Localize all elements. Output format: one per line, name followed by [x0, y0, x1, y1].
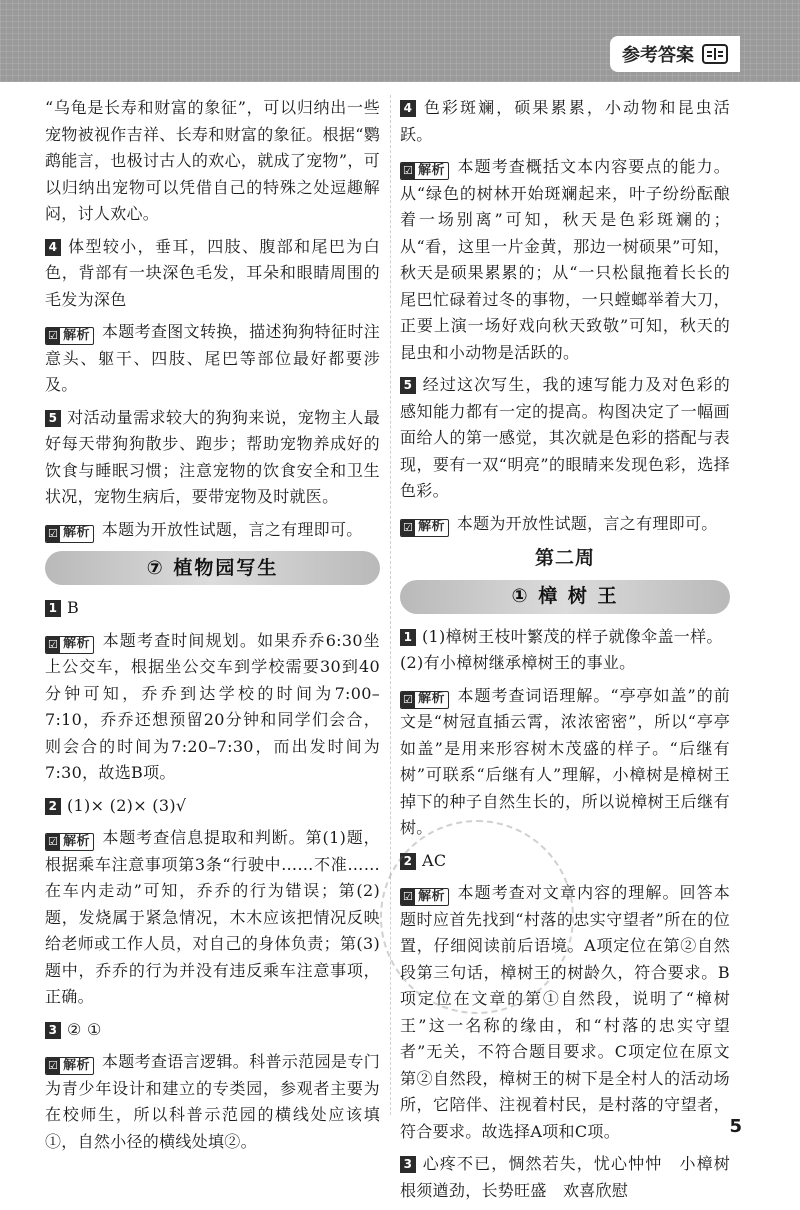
analysis-text: 本题考查语言逻辑。科普示范园是专门为青少年设计和建立的专类园，参观者主要为在校师生，所以科普示范园的横线处应该填①，自然小径的横线处填②。 — [45, 1052, 380, 1151]
analysis-badge — [400, 162, 449, 180]
analysis-icon: ☑ — [48, 329, 59, 342]
question-number: 5 — [400, 377, 416, 394]
right-column — [400, 95, 730, 1210]
answer-text: 心疼不已，惆然若失，忧心忡忡 小樟树根须遒劲，长势旺盛 欢喜欣慰 — [400, 1154, 730, 1200]
answer-item — [45, 1017, 380, 1044]
week-title: 第二周 — [534, 547, 595, 569]
analysis-badge — [45, 636, 94, 654]
answer-item — [45, 405, 380, 511]
question-number: 5 — [45, 410, 61, 427]
analysis-badge — [45, 833, 94, 851]
answer-text: B — [67, 598, 80, 617]
analysis-text: 本题为开放性试题，言之有理即可。 — [101, 519, 363, 539]
analysis-label: 解析 — [63, 833, 90, 849]
analysis-item — [45, 628, 380, 787]
book-icon — [702, 44, 728, 64]
answer-text: (1)樟树王枝叶繁茂的样子就像伞盖一样。 — [422, 626, 723, 646]
question-number: 4 — [400, 100, 416, 117]
answer-item — [45, 793, 380, 820]
answer-item — [400, 95, 730, 148]
answer-text: (2)有小樟树继承樟树王的事业。 — [400, 653, 636, 672]
analysis-label: 解析 — [418, 691, 445, 707]
answer-text: 色彩斑斓，硕果累累，小动物和昆虫活跃。 — [400, 98, 730, 144]
question-number: 2 — [45, 798, 61, 815]
analysis-label: 解析 — [63, 1057, 90, 1073]
analysis-item — [45, 825, 380, 1011]
analysis-icon: ☑ — [48, 1059, 59, 1072]
answer-item — [400, 624, 730, 651]
analysis-text: 本题考查词语理解。“亭亭如盖”的前文是“树冠直插云霄，浓浓密密”，所以“亭亭如盖”是用来形容树木茂盛的样子。“后继有树”可联系“后继有人”理解，小樟树是樟树王掉下的种子自然生长的，所以说樟树王后继有树。 — [400, 685, 730, 837]
question-number: 4 — [45, 239, 61, 256]
column-divider — [390, 95, 391, 1115]
analysis-icon: ☑ — [403, 890, 414, 903]
section-title: ⑦ 植物园写生 — [45, 551, 380, 585]
section-title: ① 樟 树 王 — [400, 580, 730, 614]
analysis-badge — [400, 691, 449, 709]
analysis-label: 解析 — [418, 162, 445, 178]
analysis-label: 解析 — [63, 636, 90, 652]
analysis-badge — [400, 888, 449, 906]
analysis-icon: ☑ — [403, 520, 414, 534]
answer-text: 对活动量需求较大的狗狗来说，宠物主人最好每天带狗狗散步、跑步；帮助宠物养成好的饮食与睡眠习惯；注意宠物的饮食安全和卫生状况，宠物生病后，要带宠物及时就医。 — [45, 407, 380, 506]
analysis-text: 本题为开放性试题，言之有理即可。 — [456, 513, 718, 533]
question-number: 3 — [45, 1022, 61, 1039]
answer-tab — [610, 36, 740, 72]
answer-item — [400, 848, 730, 875]
question-number: 1 — [400, 629, 416, 646]
answer-text: (1)× (2)× (3)√ — [67, 795, 187, 815]
answer-item — [45, 234, 380, 314]
analysis-icon: ☑ — [403, 164, 414, 177]
answer-item — [400, 1151, 730, 1204]
answer-tab-label: 参考答案 — [622, 45, 694, 66]
answer-text: AC — [422, 850, 447, 870]
analysis-item — [400, 683, 730, 842]
analysis-badge — [45, 327, 94, 345]
analysis-text: 本题考查概括文本内容要点的能力。从“绿色的树林开始斑斓起来，叶子纷纷酝酿着一场别离”可知，秋天是色彩斑斓的；从“看，这里一片金黄，那边一树硕果”可知，秋天是硕果累累的；从“一只松鼠拖着长长的尾巴忙碌着过冬的事物，一只螳螂举着大刀，正要上演一场好戏向秋天致敬”可知，秋天的昆虫和小动物是活跃的。 — [400, 157, 730, 362]
analysis-item — [400, 154, 730, 366]
answer-text: 体型较小，垂耳，四肢、腹部和尾巴为白色，背部有一块深色毛发，耳朵和眼睛周围的毛发为深色 — [45, 236, 380, 309]
question-number: 2 — [400, 853, 416, 870]
analysis-item — [45, 319, 380, 399]
question-number: 1 — [45, 600, 61, 617]
analysis-text: 本题考查图文转换，描述狗狗特征时注意头、躯干、四肢、尾巴等部位最好都要涉及。 — [45, 322, 380, 394]
answer-text: ② ① — [67, 1019, 102, 1039]
analysis-label: 解析 — [63, 525, 90, 541]
analysis-item — [400, 880, 730, 1145]
analysis-text: 本题考查时间规划。如果乔乔6:30坐上公交车，根据坐公交车到学校需要30到40分钟可知，乔乔到达学校的时间为7:00–7:10，乔乔还想预留20分钟和同学们会合，则会合的时间为7:20–7:30，而出发时间为7:30，故选B项。 — [45, 630, 380, 782]
analysis-text: 本题考查对文章内容的理解。回答本题时应首先找到“村落的忠实守望者”所在的位置，仔细阅读前后语境。A项定位在第②自然段第三句话，樟树王的树龄久，符合要求。B项定位在文章的第①自然段，说明了“樟树王”这一名称的缘由，和“村落的忠实守望者”无关，不符合题目要求。C项定位在原文第②自然段，樟树王的树下是全村人的活动场所，它陪伴、注视着村民，是村落的守望者，符合要求。故选择A项和C项。 — [400, 883, 730, 1141]
answer-item — [400, 372, 730, 505]
analysis-item — [45, 1049, 380, 1155]
analysis-label: 解析 — [63, 327, 90, 343]
header-bar — [0, 0, 800, 82]
question-number: 3 — [400, 1156, 416, 1173]
answer-item — [45, 595, 380, 622]
analysis-icon: ☑ — [403, 692, 414, 706]
paragraph: “乌龟是长寿和财富的象征”，可以归纳出一些宠物被视作吉祥、长寿和财富的象征。根据“鹦鹉能言，也极讨古人的欢心，就成了宠物”，可以归纳出宠物可以凭借自己的特殊之处逗趣解闷，讨人欢心。 — [45, 98, 380, 223]
left-column — [45, 95, 380, 1161]
analysis-label: 解析 — [418, 519, 445, 535]
analysis-label: 解析 — [418, 888, 445, 904]
analysis-badge — [45, 1057, 94, 1075]
analysis-icon: ☑ — [48, 637, 59, 651]
analysis-icon: ☑ — [48, 526, 59, 540]
analysis-item — [45, 517, 380, 544]
analysis-text: 本题考查信息提取和判断。第(1)题，根据乘车注意事项第3条“行驶中……不准……在车内走动”可知，乔乔的行为错误；第(2)题，发烧属于紧急情况，木木应该把情况反映给老师或工作人员，对自己的身体负责；第(3)题中，乔乔的行为并没有违反乘车注意事项，正确。 — [45, 828, 380, 1006]
analysis-icon: ☑ — [48, 835, 59, 848]
analysis-badge — [45, 525, 94, 543]
answer-text: 经过这次写生，我的速写能力及对色彩的感知能力都有一定的提高。构图决定了一幅画面给人的第一感觉，其次就是色彩的搭配与表现，要有一双“明亮”的眼睛来发现色彩，选择色彩。 — [400, 375, 730, 500]
page-number: 5 — [729, 1116, 742, 1137]
analysis-badge — [400, 519, 449, 537]
analysis-item — [400, 511, 730, 538]
